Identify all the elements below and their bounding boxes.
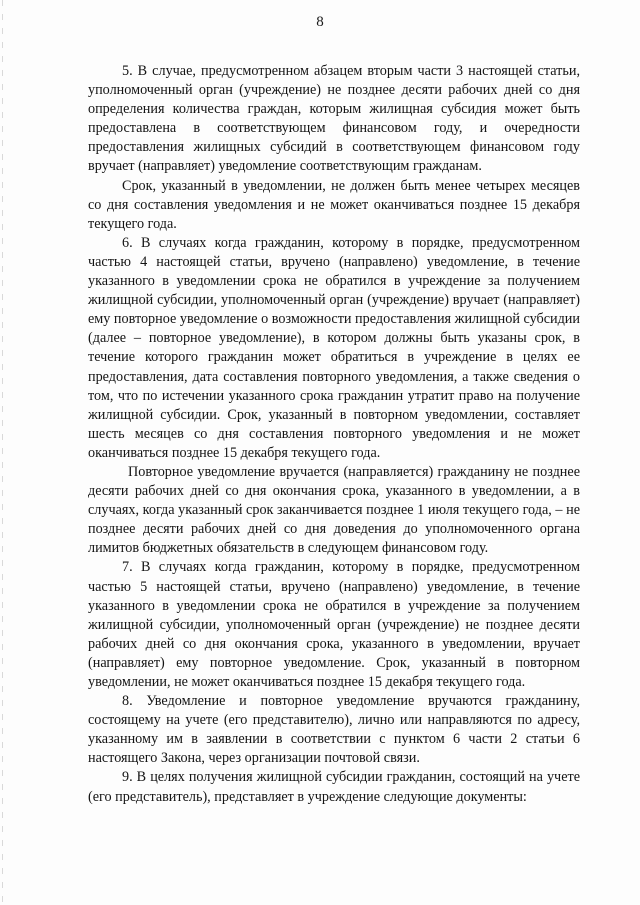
paragraph-6: 6. В случаях когда гражданин, которому в порядке, предусмотренном частью 4 настоящей статьи, вручено (направлено) уведомление, в течение указанного в уведомлении срока не обратился в учреждение за получением жилищной субсидии, уполномоченный орган (учреждение) вручает (направляет) ему повторное уведомление о возможности предоставления жилищной субсидии (далее – повторное уведомление), в котором должны быть указаны срок, в течение которого гражданин может обратиться в учреждение в целях ее предоставления, дата составления повторного уведомления, а также сведения о том, что по истечении указанного срока гражданин утратит право на получение жилищной субсидии. Срок, указанный в повторном уведомлении, составляет шесть месяцев со дня составления повторного уведомления и не может оканчиваться позднее 15 декабря текущего года.: [88, 234, 580, 461]
paragraph-7: 7. В случаях когда гражданин, которому в порядке, предусмотренном частью 5 настоящей статьи, вручено (направлено) уведомление, в течение указанного в уведомлении срока не обратился в учреждение за получением жилищной субсидии, уполномоченный орган (учреждение) не позднее десяти рабочих дней со дня окончания срока, указанного в уведомлении, вручает (направляет) ему повторное уведомление. Срок, указанный в повторном уведомлении, не может оканчиваться позднее 15 декабря текущего года.: [88, 559, 580, 690]
paragraph-8: 8. Уведомление и повторное уведомление вручаются гражданину, состоящему на учете (его представителю), лично или направляются по адресу, указанному им в заявлении в соответствии с пунктом 6 части 2 статьи 6 настоящего Закона, через организации почтовой связи.: [88, 693, 580, 767]
paragraph-5: 5. В случае, предусмотренном абзацем вторым части 3 настоящей статьи, уполномоченный орган (учреждение) не позднее десяти рабочих дней со дня определения количества граждан, которым жилищная субсидия может быть предоставлена в соответствующем финансовом году, и очередности предоставления жилищных субсидий в соответствующем финансовом году вручает (направляет) уведомление соответствующим гражданам.: [88, 63, 580, 175]
paragraph-9: 9. В целях получения жилищной субсидии гражданин, состоящий на учете (его представитель), представляет в учреждение следующие документы:: [88, 769, 580, 805]
scan-edge: [2, 0, 3, 905]
paragraph-6-repeat-notice: Повторное уведомление вручается (направляется) гражданину не позднее десяти рабочих дней со дня окончания срока, указанного в уведомлении, а в случаях, когда указанный срок заканчивается позднее 1 июля текущего года, – не позднее десяти рабочих дней со дня доведения до уполномоченного органа лимитов бюджетных обязательств в следующем финансовом году.: [88, 463, 580, 557]
document-body: [88, 62, 580, 807]
page-number: 8: [316, 14, 324, 30]
paragraph-5-term: Срок, указанный в уведомлении, не должен быть менее четырех месяцев со дня составления уведомления и не может оканчиваться позднее 15 декабря текущего года.: [88, 177, 580, 232]
